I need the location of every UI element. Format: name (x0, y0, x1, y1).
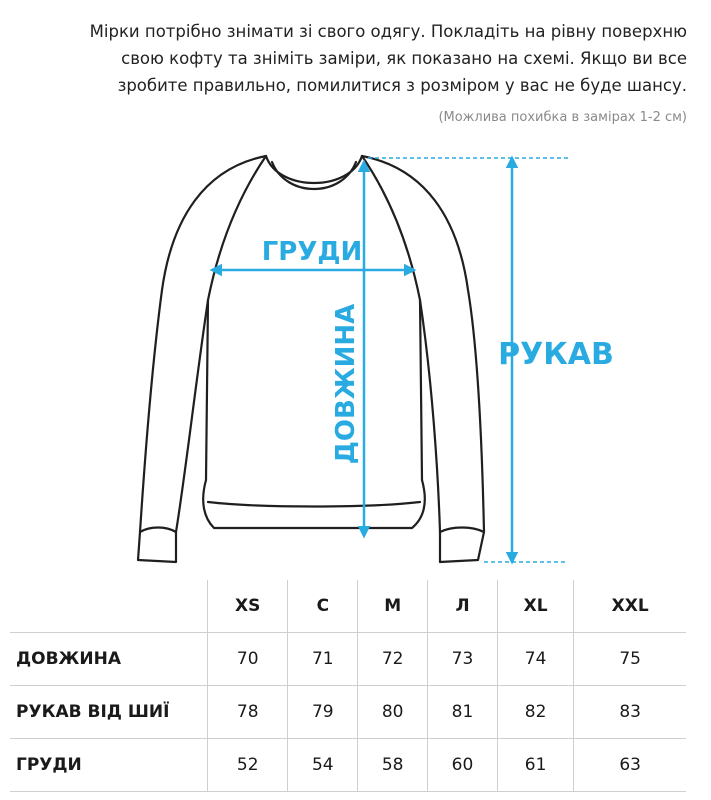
sleeve-label: РУКАВ (498, 337, 614, 372)
table-cell: 70 (208, 633, 288, 686)
table-cell: 74 (497, 633, 573, 686)
size-header: XS (208, 580, 288, 633)
table-row (10, 633, 686, 686)
table-cell: 83 (574, 686, 686, 739)
row-label: ГРУДИ (10, 739, 208, 792)
table-cell: 60 (428, 739, 498, 792)
row-label: ДОВЖИНА (10, 633, 208, 686)
row-label: РУКАВ ВІД ШИЇ (10, 686, 208, 739)
size-header: Л (428, 580, 498, 633)
table-corner (10, 580, 208, 633)
size-header-row (10, 580, 686, 633)
table-cell: 58 (358, 739, 428, 792)
table-cell: 72 (358, 633, 428, 686)
intro-line: Мірки потрібно знімати зі свого одягу. Покладіть на рівну поверхню (89, 22, 687, 41)
table-cell: 79 (288, 686, 358, 739)
measurement-arrows (212, 158, 512, 562)
size-header: M (358, 580, 428, 633)
table-cell: 81 (428, 686, 498, 739)
size-table (10, 580, 686, 792)
intro-text (47, 18, 687, 99)
measurement-error-note: (Можлива похибка в замірах 1-2 см) (438, 110, 687, 125)
size-header: XXL (574, 580, 686, 633)
table-cell: 75 (574, 633, 686, 686)
table-cell: 54 (288, 739, 358, 792)
table-cell: 61 (497, 739, 573, 792)
intro-line: зробите правильно, помилитися з розміром у вас не буде шансу. (117, 76, 687, 95)
table-row (10, 739, 686, 792)
table-cell: 63 (574, 739, 686, 792)
table-cell: 73 (428, 633, 498, 686)
intro-line: свою кофту та зніміть заміри, як показано на схемі. Якщо ви все (121, 49, 687, 68)
size-header: С (288, 580, 358, 633)
table-cell: 78 (208, 686, 288, 739)
table-cell: 52 (208, 739, 288, 792)
chest-label: ГРУДИ (261, 237, 363, 267)
table-cell: 82 (497, 686, 573, 739)
table-cell: 71 (288, 633, 358, 686)
sweater-diagram (0, 140, 711, 580)
sweater-outline (138, 156, 484, 562)
size-header: XL (497, 580, 573, 633)
length-label: ДОВЖИНА (331, 303, 361, 465)
table-cell: 80 (358, 686, 428, 739)
table-row (10, 686, 686, 739)
